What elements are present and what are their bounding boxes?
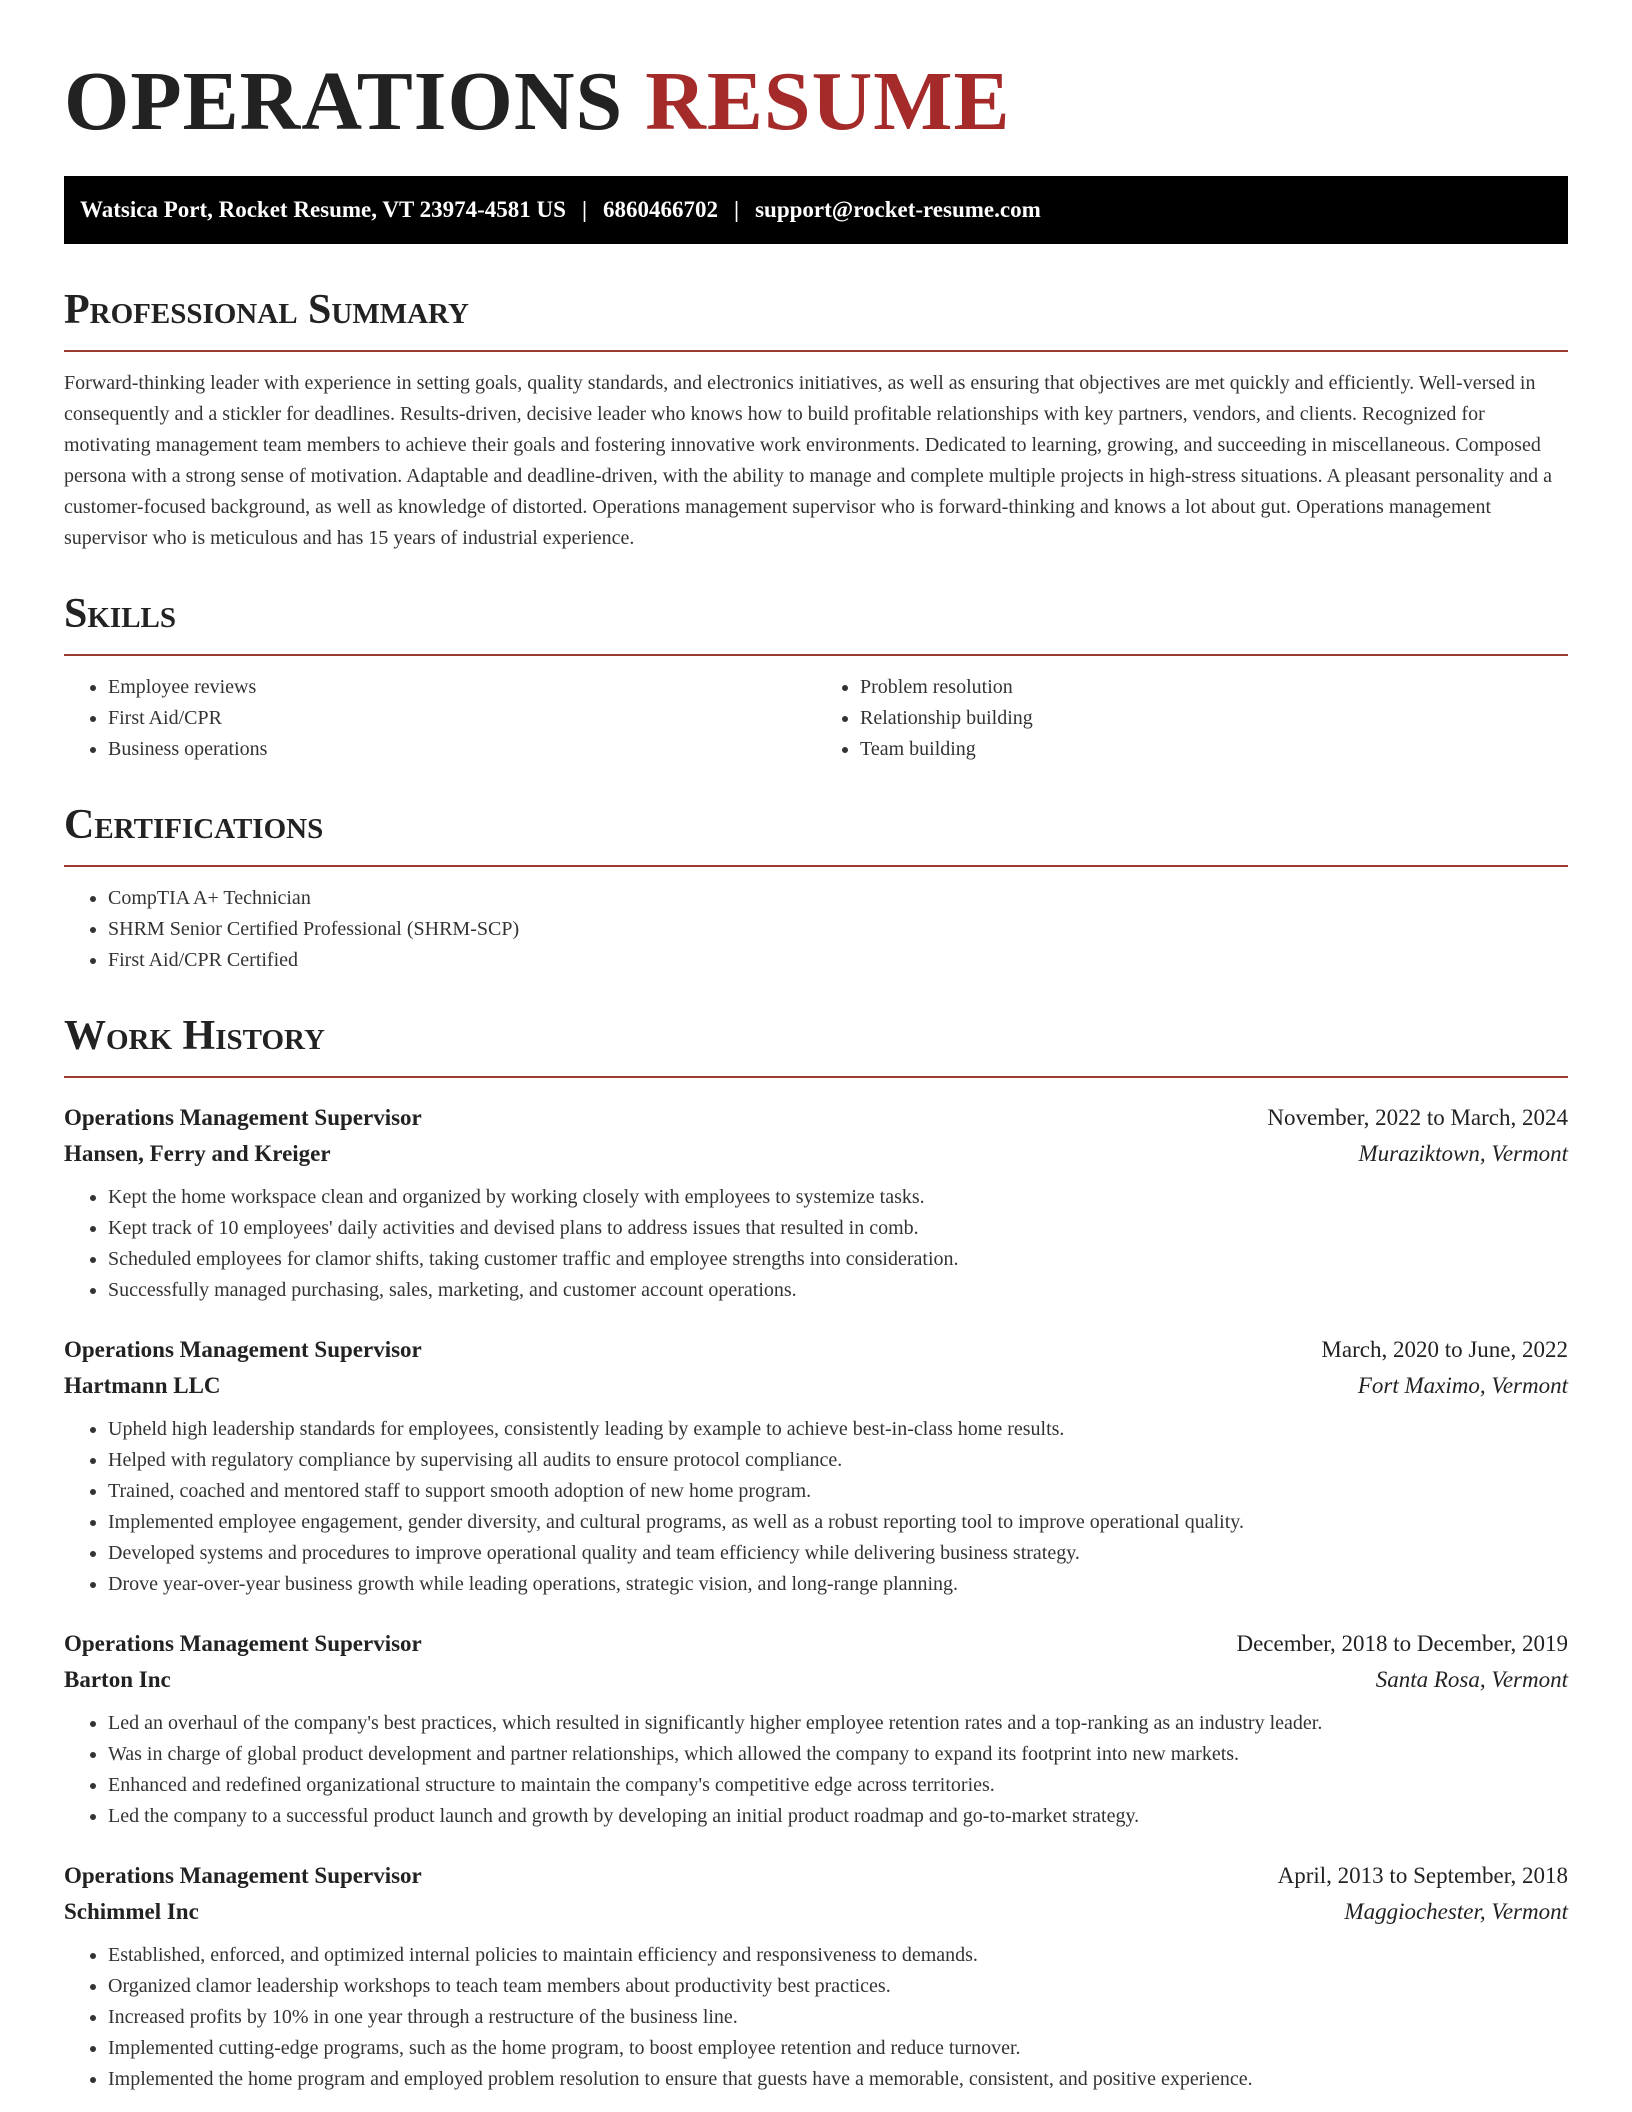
job-title-row — [64, 1626, 1568, 1662]
job-dates: November, 2022 to March, 2024 — [1267, 1105, 1568, 1130]
job-bullet: • Drove year-over-year business growth while leading operations, strategic vision, and long-range planning. — [108, 1569, 1568, 1600]
job-entry — [64, 1100, 1568, 1306]
job-bullet: • Organized clamor leadership workshops to teach team members about productivity best practices. — [108, 1971, 1568, 2002]
job-title-row — [64, 1100, 1568, 1136]
certification-item: • SHRM Senior Certified Professional (SHRM-SCP) — [108, 914, 1568, 945]
skills-grid — [64, 656, 1568, 765]
job-bullet: • Upheld high leadership standards for employees, consistently leading by example to achieve best-in-class home results. — [108, 1414, 1568, 1445]
job-title: Operations Management Supervisor — [64, 1863, 422, 1888]
job-bullet: • Led an overhaul of the company's best practices, which resulted in significantly higher employee retention rates and a top-ranking as an industry leader. — [108, 1708, 1568, 1739]
skill-item: • Business operations — [108, 734, 816, 765]
job-dates: April, 2013 to September, 2018 — [1277, 1863, 1568, 1888]
job-entry — [64, 1332, 1568, 1600]
job-company-row — [64, 1662, 1568, 1698]
job-company-row — [64, 1136, 1568, 1172]
skill-item: • Employee reviews — [108, 672, 816, 703]
work-history-section — [64, 1010, 1568, 2095]
job-bullet: • Scheduled employees for clamor shifts, taking customer traffic and employee strengths into consideration. — [108, 1244, 1568, 1275]
job-bullet: • Enhanced and redefined organizational structure to maintain the company's competitive edge across territories. — [108, 1770, 1568, 1801]
skill-item: • First Aid/CPR — [108, 703, 816, 734]
job-dates: December, 2018 to December, 2019 — [1236, 1631, 1568, 1656]
job-bullet: • Kept the home workspace clean and organized by working closely with employees to systemize tasks. — [108, 1182, 1568, 1213]
contact-email[interactable]: support@rocket-resume.com — [755, 197, 1041, 222]
job-location: Muraziktown, Vermont — [1358, 1141, 1568, 1166]
certification-item: • First Aid/CPR Certified — [108, 945, 1568, 976]
certifications-list — [64, 883, 1568, 976]
job-bullet: • Was in charge of global product development and partner relationships, which allowed the company to expand its footprint into new markets. — [108, 1739, 1568, 1770]
job-bullet: • Kept track of 10 employees' daily activities and devised plans to address issues that resulted in comb. — [108, 1213, 1568, 1244]
skills-heading: Skills — [64, 591, 177, 637]
job-location: Fort Maximo, Vermont — [1357, 1373, 1568, 1398]
job-bullets — [64, 1708, 1568, 1832]
job-bullet: • Implemented employee engagement, gender diversity, and cultural programs, as well as a robust reporting tool to improve operational quality. — [108, 1507, 1568, 1538]
skills-list-left — [64, 672, 816, 765]
job-company-row — [64, 1368, 1568, 1404]
resume-title — [64, 52, 1568, 152]
job-bullets — [64, 1414, 1568, 1600]
job-entry — [64, 1626, 1568, 1832]
contact-bar — [64, 176, 1568, 244]
job-bullet: • Implemented cutting-edge programs, such as the home program, to boost employee retention and reduce turnover. — [108, 2033, 1568, 2064]
job-title-row — [64, 1332, 1568, 1368]
certification-item: • CompTIA A+ Technician — [108, 883, 1568, 914]
job-dates: March, 2020 to June, 2022 — [1321, 1337, 1568, 1362]
summary-section — [64, 284, 1568, 554]
job-title: Operations Management Supervisor — [64, 1337, 422, 1362]
job-bullet: • Successfully managed purchasing, sales, marketing, and customer account operations. — [108, 1275, 1568, 1306]
certifications-heading: Certifications — [64, 802, 324, 848]
summary-text: Forward-thinking leader with experience in setting goals, quality standards, and electronics initiatives, as well as ensuring that objectives are met quickly and efficiently. Well-versed in consequently and a stickler for deadlines. Results-driven, decisive leader who knows how to build profitable relationships with key partners, vendors, and clients. Recognized for motivating management team members to achieve their goals and fostering innovative work environments. Dedicated to learning, growing, and succeeding in miscellaneous. Composed persona with a strong sense of motivation. Adaptable and deadline-driven, with the ability to manage and complete multiple projects in high-stress situations. A pleasant personality and a customer-focused background, as well as knowledge of distorted. Operations management supervisor who is forward-thinking and knows a lot about gut. Operations management supervisor who is meticulous and has 15 years of industrial experience. — [64, 372, 1552, 549]
section-divider — [64, 350, 1568, 352]
skills-list-right — [816, 672, 1568, 765]
title-accent: RESUME — [645, 55, 1011, 148]
summary-heading: Professional Summary — [64, 287, 469, 333]
job-bullet: • Trained, coached and mentored staff to support smooth adoption of new home program. — [108, 1476, 1568, 1507]
job-bullet: • Helped with regulatory compliance by supervising all audits to ensure protocol compliance. — [108, 1445, 1568, 1476]
job-title: Operations Management Supervisor — [64, 1631, 422, 1656]
contact-phone[interactable]: 6860466702 — [603, 197, 719, 222]
job-location: Santa Rosa, Vermont — [1375, 1667, 1568, 1692]
job-title: Operations Management Supervisor — [64, 1105, 422, 1130]
job-bullet: • Increased profits by 10% in one year through a restructure of the business line. — [108, 2002, 1568, 2033]
job-bullet: • Developed systems and procedures to improve operational quality and team efficiency while delivering business strategy. — [108, 1538, 1568, 1569]
contact-separator: | — [734, 197, 740, 222]
job-bullets — [64, 1182, 1568, 1306]
skill-item: • Team building — [860, 734, 1568, 765]
contact-address: Watsica Port, Rocket Resume, VT 23974-4581 US — [80, 197, 566, 222]
job-bullet: • Established, enforced, and optimized internal policies to maintain efficiency and responsiveness to demands. — [108, 1940, 1568, 1971]
section-divider — [64, 1076, 1568, 1078]
job-bullet: • Implemented the home program and employed problem resolution to ensure that guests have a memorable, consistent, and positive experience. — [108, 2064, 1568, 2095]
job-company: Schimmel Inc — [64, 1899, 199, 1924]
section-divider — [64, 865, 1568, 867]
job-bullet: • Led the company to a successful product launch and growth by developing an initial product roadmap and go-to-market strategy. — [108, 1801, 1568, 1832]
job-location: Maggiochester, Vermont — [1344, 1899, 1568, 1924]
skill-item: • Relationship building — [860, 703, 1568, 734]
work-history-heading: Work History — [64, 1013, 325, 1059]
contact-separator: | — [581, 197, 588, 222]
job-company-row — [64, 1894, 1568, 1930]
job-entry — [64, 1858, 1568, 2095]
title-main: OPERATIONS — [64, 55, 624, 148]
job-company: Hansen, Ferry and Kreiger — [64, 1141, 331, 1166]
certifications-section — [64, 799, 1568, 976]
skills-section — [64, 588, 1568, 765]
job-title-row — [64, 1858, 1568, 1894]
job-bullets — [64, 1940, 1568, 2095]
job-company: Hartmann LLC — [64, 1373, 221, 1398]
skill-item: • Problem resolution — [860, 672, 1568, 703]
job-company: Barton Inc — [64, 1667, 171, 1692]
